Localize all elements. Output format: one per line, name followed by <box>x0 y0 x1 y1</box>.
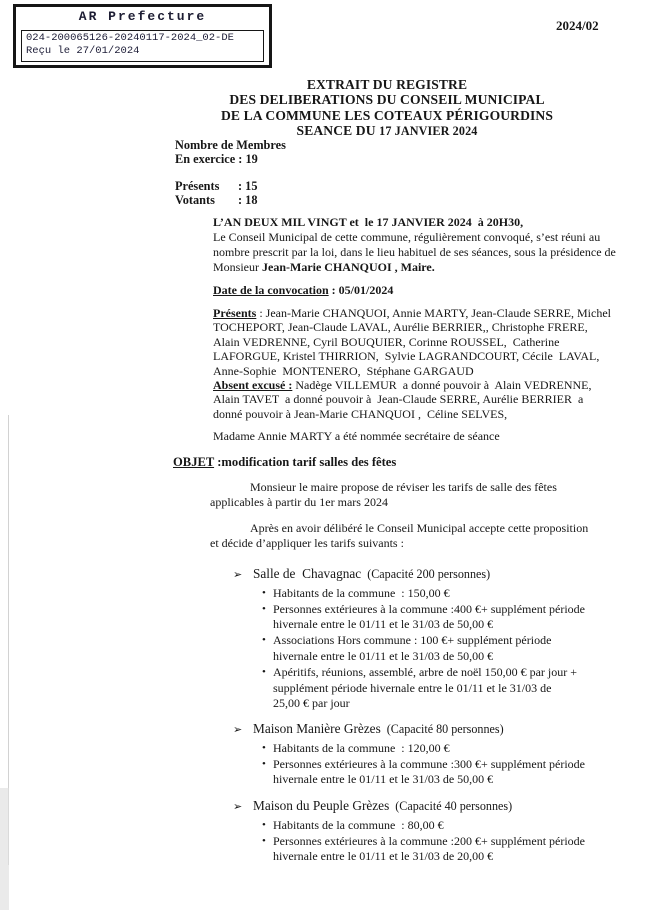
venue-capacity: (Capacité 200 personnes) <box>367 567 491 581</box>
tariff-item-line: Apéritifs, réunions, assemblé, arbre de noël 150,00 € par jour + <box>273 664 578 679</box>
attendance-line-5: Anne-Sophie MONTENERO, Stéphane GARGAUD <box>213 363 474 378</box>
venue-line <box>233 798 638 816</box>
prefecture-stamp <box>13 4 272 68</box>
tariff-group-salle-chavagnac <box>233 566 638 712</box>
dot-bullet-icon: • <box>262 586 266 599</box>
tariff-item <box>262 586 638 602</box>
stamp-reference: 024-200065126-20240117-2024_02-DE <box>26 32 234 44</box>
dot-bullet-icon: • <box>262 634 266 647</box>
tariff-item-line: Habitants de la commune : 150,00 € <box>273 585 450 600</box>
stamp-received-date: Reçu le 27/01/2024 <box>26 44 140 57</box>
presents-value: : 15 <box>238 179 258 193</box>
tariff-item <box>262 757 638 789</box>
session-opening: L’AN DEUX MIL VINGT et le 17 JANVIER 2024 à 20H30, <box>213 215 524 229</box>
tariff-item-line: Habitants de la commune : 120,00 € <box>273 740 450 755</box>
attendance-line-1 <box>213 306 611 320</box>
stamp-title: AR Prefecture <box>78 9 207 24</box>
deliberation-line-1: Après en avoir délibéré le Conseil Municipal accepte cette proposition <box>250 521 589 535</box>
seance-label: SEANCE DU <box>296 123 380 139</box>
tariff-item <box>262 741 638 757</box>
title-line-1: EXTRAIT DU REGISTRE <box>306 77 468 92</box>
votants-count-row <box>175 193 286 207</box>
presents-list-rest: : Jean-Marie CHANQUOI, Annie MARTY, Jean-Claude SERRE, Michel <box>256 306 612 320</box>
attendance-line-3: Alain VEDRENNE, Cyril BOUQUIER, Corinne ROUSSEL, Catherine <box>213 334 560 349</box>
tariff-item-line: Habitants de la commune : 80,00 € <box>273 817 444 832</box>
tariff-item <box>262 818 638 834</box>
venue-line <box>233 721 638 739</box>
members-en-exercice: En exercice : 19 <box>175 152 258 166</box>
attendance-line-8: donné pouvoir à Jean-Marie CHANQUOI , Céline SELVES, <box>213 406 508 421</box>
attendance-line-6 <box>213 378 611 392</box>
deliberation-paragraph <box>210 521 588 550</box>
absent-label: Absent excusé : <box>213 378 293 393</box>
session-paragraph <box>213 215 616 298</box>
tariff-item-line: hivernale entre le 01/11 et le 31/03 de 20,00 € <box>273 849 494 864</box>
tariff-item <box>262 602 638 634</box>
tariff-item-line: hivernale entre le 01/11 et le 31/03 de 50,00 € <box>273 617 494 632</box>
tariff-item-line: Personnes extérieures à la commune :300 €+ supplément période <box>273 756 586 771</box>
objet-line <box>173 455 396 470</box>
proposal-line-1: Monsieur le maire propose de réviser les tarifs de salle des fêtes <box>250 480 557 494</box>
page-number: 2024/02 <box>556 18 599 33</box>
session-line-4-prefix: Monsieur <box>213 260 262 274</box>
scan-artifact-smudge <box>0 788 9 910</box>
session-line-2: Le Conseil Municipal de cette commune, régulièrement convoqué, s’est réuni au <box>213 230 601 244</box>
document-title <box>167 77 607 140</box>
convocation-line <box>213 283 616 298</box>
session-line-3: nombre prescrit par la loi, dans le lieu habituel de ses séances, sous la présidence de <box>213 245 616 259</box>
absent-rest: Nadège VILLEMUR a donné pouvoir à Alain VEDRENNE, <box>292 378 592 393</box>
tariff-item-line: supplément période hivernale entre le 01/11 et le 31/03 de <box>273 680 552 695</box>
tariff-item-line: hivernale entre le 01/11 et le 31/03 de 50,00 € <box>273 648 494 663</box>
session-line-4 <box>213 260 616 275</box>
venue-capacity: (Capacité 40 personnes) <box>395 799 513 813</box>
venue-name: Maison du Peuple Grèzes <box>253 798 390 813</box>
title-line-3: DE LA COMMUNE LES COTEAUX PÉRIGOURDINS <box>221 107 553 123</box>
votants-value: : 18 <box>238 193 258 207</box>
venue-line <box>233 566 638 584</box>
tariff-item <box>262 834 638 866</box>
deliberation-line-2: et décide d’appliquer les tarifs suivants : <box>210 535 404 550</box>
convocation-value: : 05/01/2024 <box>328 283 394 297</box>
secretary-line: Madame Annie MARTY a été nommée secrétaire de séance <box>213 429 500 443</box>
tariff-item-line: Personnes extérieures à la commune :200 €+ supplément période <box>273 833 586 848</box>
dot-bullet-icon: • <box>262 834 266 847</box>
dot-bullet-icon: • <box>262 818 266 831</box>
proposal-line-2: applicables à partir du 1er mars 2024 <box>210 494 388 509</box>
tariff-group-maison-du-peuple-grezes <box>233 798 638 865</box>
objet-label: OBJET <box>173 455 215 469</box>
tariff-item <box>262 633 638 665</box>
proposal-paragraph <box>210 480 557 509</box>
presents-list-label: Présents <box>213 306 257 320</box>
presents-label: Présents <box>175 179 220 193</box>
members-heading: Nombre de Membres <box>175 138 286 152</box>
dot-bullet-icon: • <box>262 757 266 770</box>
attendance-line-7: Alain TAVET a donné pouvoir à Jean-Claude SERRE, Aurélie BERRIER a <box>213 392 584 407</box>
venue-name: Maison Manière Grèzes <box>253 721 381 736</box>
arrow-bullet-icon: ➢ <box>233 801 243 813</box>
seance-date: 17 JANVIER 2024 <box>379 124 478 139</box>
arrow-bullet-icon: ➢ <box>233 724 243 736</box>
stamp-inner-box <box>21 30 264 62</box>
attendance-line-2: TOCHEPORT, Jean-Claude LAVAL, Aurélie BERRIER,, Christophe FRERE, <box>213 320 588 335</box>
tariff-item-line: Personnes extérieures à la commune :400 €+ supplément période <box>273 601 586 616</box>
attendance-paragraph <box>213 306 611 421</box>
mayor-name: Jean-Marie CHANQUOI , Maire. <box>262 260 435 274</box>
dot-bullet-icon: • <box>262 741 266 754</box>
tariff-item-line: 25,00 € par jour <box>273 696 350 711</box>
dot-bullet-icon: • <box>262 665 266 678</box>
title-line-2: DES DELIBERATIONS DU CONSEIL MUNICIPAL <box>229 92 545 108</box>
members-spacer <box>175 166 286 179</box>
objet-text: :modification tarif salles des fêtes <box>214 455 397 469</box>
tariff-item <box>262 665 638 712</box>
venue-name: Salle de Chavagnac <box>253 566 362 581</box>
tariff-item-line: hivernale entre le 01/11 et le 31/03 de 50,00 € <box>273 772 494 787</box>
members-block <box>175 138 286 207</box>
tariff-group-maison-maniere-grezes <box>233 721 638 788</box>
dot-bullet-icon: • <box>262 602 266 615</box>
presents-count-row <box>175 179 286 193</box>
convocation-label: Date de la convocation <box>213 283 329 297</box>
venue-capacity: (Capacité 80 personnes) <box>386 722 504 736</box>
arrow-bullet-icon: ➢ <box>233 569 243 581</box>
attendance-line-4: LAFORGUE, Kristel THIRRION, Sylvie LAGRANDCOURT, Cécile LAVAL, <box>213 349 600 364</box>
votants-label: Votants <box>175 193 215 207</box>
tariff-item-line: Associations Hors commune : 100 €+ supplément période <box>273 633 552 648</box>
